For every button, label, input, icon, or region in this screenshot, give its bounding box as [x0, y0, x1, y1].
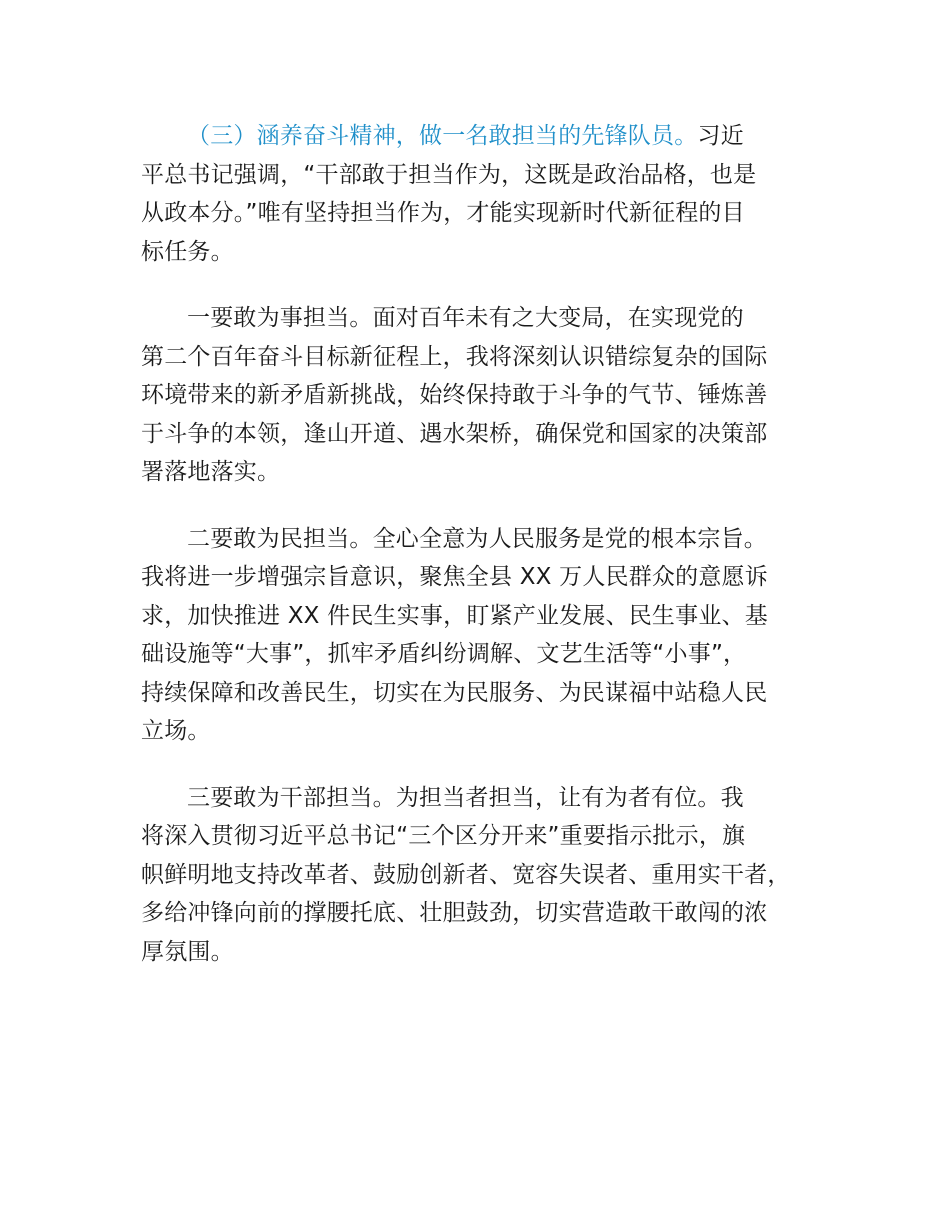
- paragraph-1: [141, 117, 841, 271]
- paragraph-line: 厚氛围。: [141, 938, 234, 965]
- paragraph-line: 署落地落实。: [141, 459, 281, 485]
- paragraph-line: 标任务。: [141, 238, 234, 265]
- paragraph-line: 从政本分。”唯有坚持担当作为，才能实现新时代新征程的目: [141, 200, 745, 226]
- section-heading: （三）涵养奋斗精神，做一名敢担当的先锋队员。: [187, 123, 698, 149]
- paragraph-line: 求，加快推进 XX 件民生实事，盯紧产业发展、民生事业、基: [141, 602, 768, 629]
- paragraph-line: 三要敢为干部担当。为担当者担当，让有为者有位。我: [187, 784, 744, 811]
- paragraph-line: 第二个百年奋斗目标新征程上，我将深刻认识错综复杂的国际: [141, 343, 768, 370]
- heading-trailing-text: 习近: [697, 123, 744, 149]
- paragraph-line: 二要敢为民担当。全心全意为人民服务是党的根本宗旨。: [187, 525, 767, 552]
- paragraph-3: [141, 520, 841, 751]
- document-body: [141, 117, 841, 999]
- paragraph-line: 持续保障和改善民生，切实在为民服务、为民谋福中站稳人民: [141, 679, 768, 706]
- paragraph-4: [141, 779, 841, 972]
- paragraph-line: 平总书记强调，“干部敢于担当作为，这既是政治品格，也是: [141, 161, 757, 188]
- paragraph-line: 一要敢为事担当。面对百年未有之大变局，在实现党的: [187, 305, 744, 331]
- paragraph-line: 于斗争的本领，逢山开道、遇水架桥，确保党和国家的决策部: [141, 420, 768, 447]
- paragraph-line: 环境带来的新矛盾新挑战，始终保持敢于斗争的气节、锤炼善: [141, 382, 768, 408]
- paragraph-line: 我将进一步增强宗旨意识，聚焦全县 XX 万人民群众的意愿诉: [141, 564, 768, 590]
- paragraph-line: 础设施等“大事”，抓牢矛盾纠纷调解、文艺生活等“小事”，: [141, 641, 747, 667]
- paragraph-line: 帜鲜明地支持改革者、鼓励创新者、宽容失误者、重用实干者，: [141, 861, 791, 888]
- paragraph-line: [141, 117, 841, 156]
- paragraph-line: 多给冲锋向前的撑腰托底、壮胆鼓劲，切实营造敢干敢闯的浓: [141, 900, 768, 926]
- paragraph-line: 立场。: [141, 718, 211, 744]
- paragraph-2: [141, 299, 841, 492]
- paragraph-line: 将深入贯彻习近平总书记“三个区分开来”重要指示批示，旗: [141, 823, 746, 849]
